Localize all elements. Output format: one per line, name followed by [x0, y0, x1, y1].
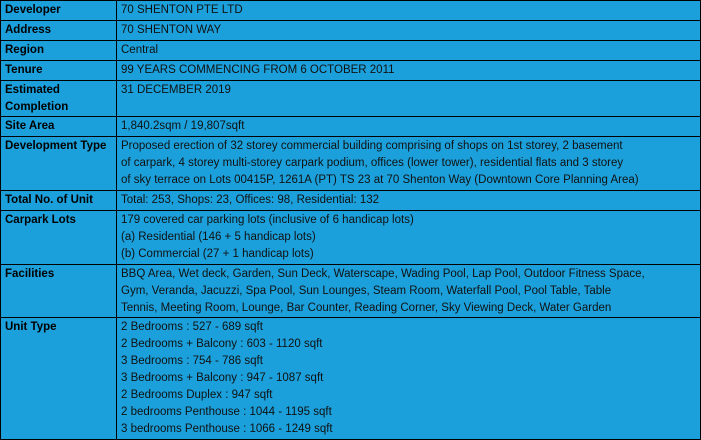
table-row: [1, 80, 701, 117]
value-line: 70 SHENTON PTE LTD: [121, 4, 243, 16]
value-line: Proposed erection of 32 storey commercial building comprising of shops on 1st storey, 2 basement: [121, 140, 623, 153]
value-line: 31 DECEMBER 2019: [121, 83, 231, 96]
value-line: 2 Bedrooms + Balcony : 603 - 1120 sqft: [121, 338, 323, 351]
row-value: [117, 318, 701, 439]
table-row: [1, 117, 701, 137]
row-value: [117, 40, 701, 60]
row-value: [117, 264, 701, 318]
row-value: [117, 60, 701, 80]
table-row: [1, 60, 701, 80]
table-row: [1, 40, 701, 60]
row-label: Carpark Lots: [1, 210, 117, 264]
row-label: Address: [1, 20, 117, 40]
row-label: Unit Type: [1, 318, 117, 439]
value-line: Total: 253, Shops: 23, Offices: 98, Residential: 132: [121, 194, 380, 207]
row-label: Total No. of Unit: [1, 191, 117, 211]
value-line: 2 Bedrooms Duplex : 947 sqft: [121, 389, 273, 402]
table-row: [1, 210, 701, 264]
row-label: Developer: [1, 1, 117, 21]
value-line: 3 Bedrooms + Balcony : 947 - 1087 sqft: [121, 372, 324, 385]
value-line: Gym, Veranda, Jacuzzi, Spa Pool, Sun Lounges, Steam Room, Waterfall Pool, Pool Table, Table: [121, 284, 612, 297]
table-row: [1, 264, 701, 318]
value-line: of sky terrace on Lots 00415P, 1261A (PT) TS 23 at 70 Shenton Way (Downtown Core Planning Area): [121, 174, 639, 187]
row-value: [117, 117, 701, 137]
value-line: 3 Bedrooms : 754 - 786 sqft: [121, 355, 263, 368]
row-label: Region: [1, 40, 117, 60]
row-value: [117, 191, 701, 211]
row-value: [117, 1, 701, 21]
row-value: [117, 210, 701, 264]
value-line: 179 covered car parking lots (inclusive of 6 handicap lots): [121, 213, 414, 226]
value-line: 3 bedrooms Penthouse : 1066 - 1249 sqft: [121, 422, 333, 435]
row-value: [117, 137, 701, 191]
value-line: (b) Commercial (27 + 1 handicap lots): [121, 247, 314, 260]
value-line: of carpark, 4 storey multi-storey carpark podium, offices (lower tower), residential flats and 3 storey: [121, 157, 624, 170]
table-row: [1, 137, 701, 191]
row-value: [117, 80, 701, 117]
value-line: BBQ Area, Wet deck, Garden, Sun Deck, Waterscape, Wading Pool, Lap Pool, Outdoor Fitness Space,: [121, 267, 645, 280]
row-label: Site Area: [1, 117, 117, 137]
value-line: Tennis, Meeting Room, Lounge, Bar Counter, Reading Corner, Sky Viewing Deck, Water Garden: [121, 301, 612, 314]
table-row: [1, 318, 701, 439]
value-line: 2 bedrooms Penthouse : 1044 - 1195 sqft: [121, 405, 332, 418]
table-row: [1, 191, 701, 211]
row-label: Development Type: [1, 137, 117, 191]
table-row: [1, 1, 701, 21]
value-line: Central: [121, 43, 159, 56]
value-line: 99 YEARS COMMENCING FROM 6 OCTOBER 2011: [121, 63, 395, 76]
value-line: 2 Bedrooms : 527 - 689 sqft: [121, 321, 263, 334]
value-line: 1,840.2sqm / 19,807sqft: [121, 120, 245, 133]
value-line: 70 SHENTON WAY: [121, 23, 222, 36]
row-value: [117, 20, 701, 40]
row-label: Tenure: [1, 60, 117, 80]
row-label: Facilities: [1, 264, 117, 318]
value-line: (a) Residential (146 + 5 handicap lots): [121, 230, 316, 243]
table-row: [1, 20, 701, 40]
row-label: Estimated Completion: [1, 80, 117, 117]
